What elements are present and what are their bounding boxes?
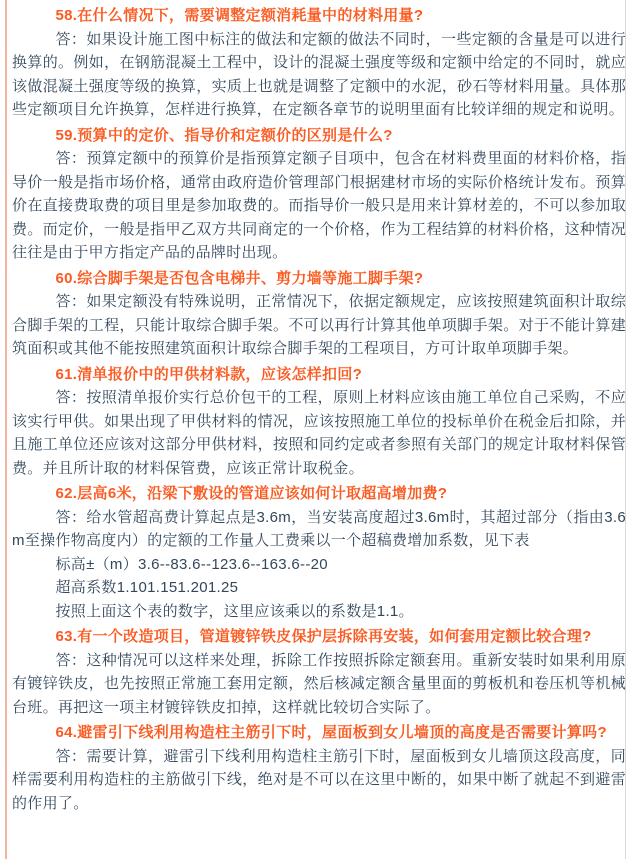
- answer-paragraph: 答：给水管超高费计算起点是3.6m，当安装高度超过3.6m时，其超过部分（指由3.6m至操作物高度内）的定额的工作量人工费乘以一个超稿费增加系数，见下表: [12, 508, 626, 549]
- question-heading: 64.避雷引下线利用构造柱主筋引下时，屋面板到女儿墙顶的高度是否需要计算吗?: [55, 724, 607, 741]
- qa-item: [12, 721, 626, 815]
- qa-item: [12, 267, 626, 361]
- question-heading: 60.综合脚手架是否包含电梯井、剪力墙等施工脚手架?: [55, 269, 424, 287]
- answer-paragraph: 按照上面这个表的数字，这里应该乘以的系数是1.1。: [55, 602, 414, 620]
- answer-paragraph: 答：预算定额中的预算价是指预算定额子目项中，包含在材料费里面的材料价格，指导价一般是指市场价格，通常由政府造价管理部门根据建材市场的实际价格统计发布。预算价在直接费取费的项目里是参加取费的。而指导价一般只是用来计算材差的，不可以参加取费。而定价，一般是指甲乙双方共同商定的一个价格，作为工程结算的材料价格，这种情况往往是由于甲方指定产品的品牌时出现。: [12, 150, 626, 261]
- question-heading: 59.预算中的定价、指导价和定额价的区别是什么?: [55, 126, 393, 144]
- qa-item: [12, 4, 626, 122]
- question-heading: 63.有一个改造项目，管道镀锌铁皮保护层拆除再安装，如何套用定额比较合理?: [55, 628, 592, 645]
- question-heading: 62.层高6米，沿梁下敷设的管道应该如何计取超高增加费?: [55, 485, 448, 502]
- answer-table-line: 标高±（m）3.6--83.6--123.6--163.6--20: [55, 555, 328, 573]
- question-heading: 61.清单报价中的甲供材料款，应该怎样扣回?: [55, 365, 363, 383]
- qa-item: [12, 363, 626, 481]
- answer-table-line: 超高系数1.101.151.201.25: [55, 579, 239, 596]
- answer-paragraph: 答：这种情况可以这样来处理，拆除工作按照拆除定额套用。重新安装时如果利用原有镀锌铁皮，也先按照正常施工套用定额，然后核减定额含量里面的剪板机和卷压机等机械台班。再把这一项主材镀锌铁皮扣掉，这样就比较切合实际了。: [12, 651, 626, 716]
- answer-paragraph: 答：如果定额没有特殊说明，正常情况下，依据定额规定，应该按照建筑面积计取综合脚手架的工程，只能计取综合脚手架。不可以再行计算其他单项脚手架。对于不能计算建筑面积或其他不能按照建筑面积计取综合脚手架的工程项目，方可计取单项脚手架。: [12, 293, 626, 357]
- answer-paragraph: 答：按照清单报价实行总价包干的工程，原则上材料应该由施工单位自己采购，不应该实行甲供。如果出现了甲供材料的情况，应该按照施工单位的投标单价在税金后扣除，并且施工单位还应该对这部分甲供材料，按照和同约定或者参照有关部门的规定计取材料保管费。并且所计取的材料保管费，应该正常计取税金。: [12, 389, 626, 477]
- answer-paragraph: 答：需要计算，避雷引下线利用构造柱主筋引下时，屋面板到女儿墙顶这段高度，同样需要利用构造柱的主筋做引下线，绝对是不可以在这里中断的，如果中断了就起不到避雷的作用了。: [12, 747, 626, 812]
- qa-item: [12, 124, 626, 265]
- answer-paragraph: 答：如果设计施工图中标注的做法和定额的做法不同时，一些定额的含量是可以进行换算的。例如，在钢筋混凝土工程中，设计的混凝土强度等级和定额中给定的不同时，就应该做混凝土强度等级的换算，实质上也就是调整了定额中的水泥，砂石等材料用量。具体那些定额项目允许换算，怎样进行换算，在定额各章节的说明里面有比较详细的规定和说明。: [12, 30, 626, 118]
- qa-item: [12, 482, 626, 623]
- qa-item: [12, 625, 626, 719]
- question-heading: 58.在什么情况下，需要调整定额消耗量中的材料用量?: [55, 7, 424, 24]
